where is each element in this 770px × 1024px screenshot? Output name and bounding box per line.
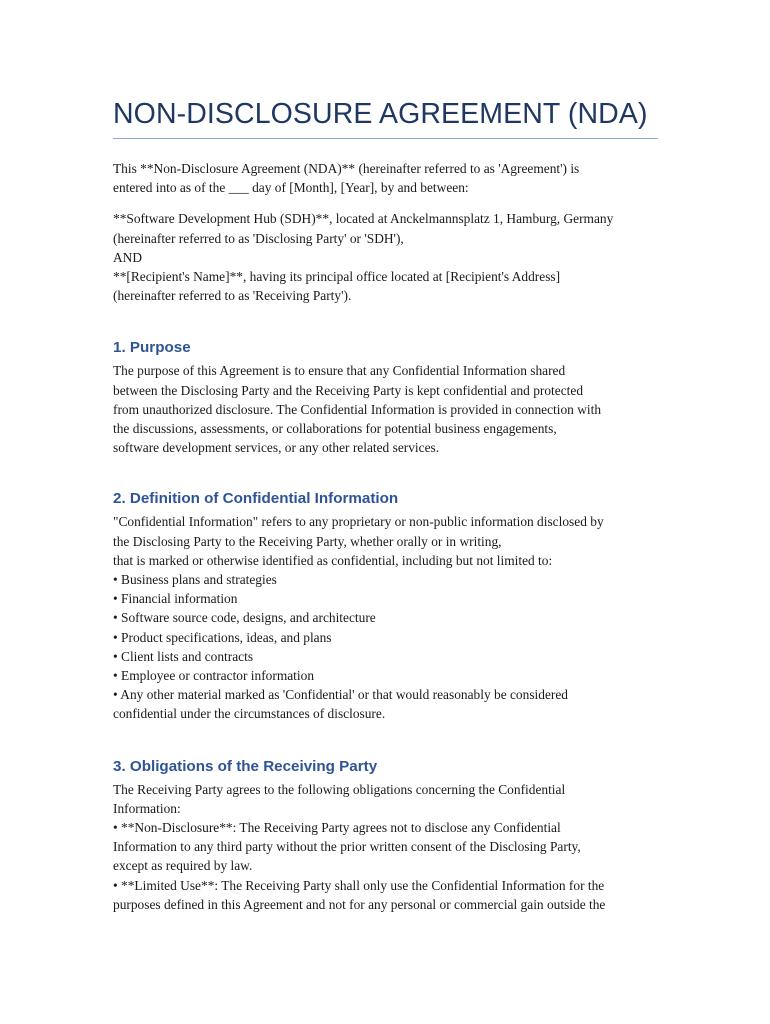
body-line: purposes defined in this Agreement and not for any personal or commercial gain outside the <box>113 896 606 912</box>
body-line: the Disclosing Party to the Receiving Party, whether orally or in writing, <box>113 533 502 549</box>
intro-line: This **Non-Disclosure Agreement (NDA)** (hereinafter referred to as 'Agreement') is <box>113 161 580 176</box>
body-line: software development services, or any other related services. <box>113 440 440 456</box>
body-line: "Confidential Information" refers to any proprietary or non-public information disclosed by <box>113 514 604 530</box>
parties-line: (hereinafter referred to as 'Disclosing Party' or 'SDH'), <box>113 230 404 246</box>
body-line: confidential under the circumstances of disclosure. <box>113 706 386 722</box>
bullet-item: • **Non-Disclosure**: The Receiving Party agrees not to disclose any Confidential <box>113 820 561 836</box>
intro-line: entered into as of the ___ day of [Month], [Year], by and between: <box>113 180 469 196</box>
bullet-item: • Product specifications, ideas, and plans <box>113 629 332 645</box>
body-line: between the Disclosing Party and the Receiving Party is kept confidential and protected <box>113 382 584 398</box>
body-line: that is marked or otherwise identified as confidential, including but not limited to: <box>113 552 553 568</box>
parties-line: **Software Development Hub (SDH)**, located at Anckelmannsplatz 1, Hamburg, Germany <box>113 211 614 227</box>
parties-line: (hereinafter referred to as 'Receiving Party'). <box>113 288 352 304</box>
section-heading-definition: 2. Definition of Confidential Information <box>113 490 399 508</box>
body-line: the discussions, assessments, or collaborations for potential business engagements, <box>113 421 557 437</box>
bullet-item: • Software source code, designs, and architecture <box>113 610 376 626</box>
section-heading-purpose: 1. Purpose <box>113 339 191 357</box>
section-body-obligations <box>113 780 658 914</box>
document-title: NON-DISCLOSURE AGREEMENT (NDA) <box>113 96 658 139</box>
body-line: The purpose of this Agreement is to ensure that any Confidential Information shared <box>113 363 566 379</box>
bullet-item: • Client lists and contracts <box>113 648 254 664</box>
parties-paragraph <box>113 209 658 305</box>
parties-line: AND <box>113 249 143 265</box>
bullet-item: • Any other material marked as 'Confidential' or that would reasonably be considered <box>113 687 568 703</box>
intro-paragraph <box>113 159 658 197</box>
bullet-item: • Business plans and strategies <box>113 572 277 588</box>
body-line: Information: <box>113 800 181 816</box>
document-page <box>113 96 658 914</box>
bullet-item: • Financial information <box>113 591 238 607</box>
section-heading-obligations: 3. Obligations of the Receiving Party <box>113 757 378 775</box>
section-body-purpose <box>113 361 658 457</box>
parties-line: **[Recipient's Name]**, having its principal office located at [Recipient's Address] <box>113 269 561 285</box>
bullet-item: • **Limited Use**: The Receiving Party shall only use the Confidential Information for the <box>113 877 605 893</box>
body-line: The Receiving Party agrees to the following obligations concerning the Confidential <box>113 781 566 797</box>
body-line: Information to any third party without the prior written consent of the Disclosing Party, <box>113 839 581 855</box>
body-line: except as required by law. <box>113 858 253 874</box>
bullet-item: • Employee or contractor information <box>113 668 315 684</box>
section-body-definition <box>113 512 658 723</box>
body-line: from unauthorized disclosure. The Confidential Information is provided in connection with <box>113 401 602 417</box>
